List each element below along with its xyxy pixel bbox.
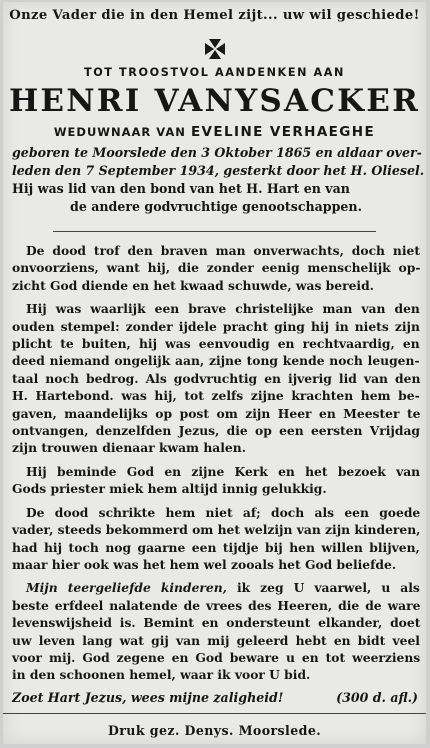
membership-text bbox=[12, 180, 420, 215]
paragraph bbox=[12, 463, 420, 498]
paragraph-line: De dood trof den braven man onverwachts, doch niet bbox=[26, 243, 421, 258]
paragraph-line: De dood schrikte hem niet af; doch als een goede bbox=[26, 504, 421, 520]
closing-line bbox=[12, 690, 418, 705]
printer-credit: Druk gez. Denys. Moorslede. bbox=[107, 723, 322, 738]
widower-prefix: WEDUWNAAR VAN bbox=[53, 125, 186, 139]
membership-line: de andere godvruchtige genootschappen. bbox=[70, 198, 362, 214]
paragraph-line: in den schoonen hemel, waar ik voor U bid. bbox=[12, 667, 311, 683]
paragraph-line: plicht te buiten, hij was eenvoudig en rechtvaardig, en bbox=[12, 336, 420, 352]
paragraph-line: zicht God diende en het kwaad schuwde, was bereid. bbox=[12, 277, 374, 293]
paragraph-line: ontvangen, denzelfden Jezus, die op een eersten Vrijdag bbox=[12, 423, 421, 439]
paragraph-line: maar hier ook was het hem wel zooals het God beliefde. bbox=[12, 556, 397, 572]
memorial-card bbox=[3, 2, 426, 744]
paragraph-line: beste erfdeel nalatende de vrees des Heeren, die de ware bbox=[12, 597, 421, 613]
indulgence-note: (300 d. afl.) bbox=[336, 690, 418, 705]
paragraph-line: Gods priester miek hem altijd innig gelukkig. bbox=[12, 481, 327, 497]
paragraph bbox=[12, 242, 420, 294]
widower-line bbox=[3, 124, 426, 140]
maltese-cross-icon bbox=[203, 37, 227, 61]
paragraph bbox=[12, 504, 420, 574]
deceased-name: HENRI VANYSACKER bbox=[8, 83, 421, 119]
paragraph-line: levenswijsheid is. Bemint en ondersteunt elkander, doet bbox=[12, 615, 421, 631]
header-prayer-line: Onze Vader die in den Hemel zijt... uw wil geschiede! bbox=[9, 8, 420, 23]
membership-line: Hij was lid van den bond van het H. Hart en van bbox=[12, 181, 350, 196]
bottom-divider bbox=[3, 713, 426, 714]
memorial-heading: TOT TROOSTVOL AANDENKEN AAN bbox=[83, 66, 346, 79]
paragraph-line bbox=[12, 579, 420, 596]
birth-death-text bbox=[12, 144, 425, 179]
paragraph-line: gaven, maandelijks op post om zijn Heer en Meester te bbox=[12, 405, 421, 421]
paragraph-line: had hij toch nog gaarne een tijdje bij hen willen blijven, bbox=[12, 539, 420, 555]
paragraph-line: taal noch bedrog. Als godvruchtig en ijverig lid van den bbox=[12, 370, 421, 386]
paragraph-line: H. Hartebond. was hij, tot zelfs zijne krachten hem be- bbox=[12, 388, 420, 404]
paragraph-line: zijn trouwen dienaar kwam halen. bbox=[12, 440, 246, 456]
paragraph bbox=[12, 300, 420, 457]
obituary-body bbox=[12, 242, 420, 690]
paragraph-line: uw leven lang wat gij van mij geleerd hebt en bidt veel bbox=[12, 632, 420, 648]
paragraph-line: vader, steeds bekommerd om het welzijn van zijn kinderen, bbox=[12, 522, 421, 538]
children-address: Mijn teergeliefde kinderen, bbox=[26, 580, 227, 596]
paragraph-line: Hij was waarlijk een brave christelijke man van den bbox=[26, 301, 420, 317]
paragraph-line: voor mij. God zegene en God beware u en tot weerziens bbox=[12, 649, 421, 665]
paragraph-line-rest: ik zeg U vaarwel, u als bbox=[226, 580, 420, 596]
birth-death-line: geboren te Moorslede den 3 Oktober 1865 en aldaar over- bbox=[12, 145, 422, 160]
birth-death-line: leden den 7 September 1934, gesterkt door het H. Oliesel. bbox=[12, 162, 425, 178]
closing-prayer: Zoet Hart Jezus, wees mijne zaligheid! bbox=[12, 690, 284, 705]
widower-spouse-name: EVELINE VERHAEGHE bbox=[190, 124, 376, 140]
paragraph-line: deed niemand ongelijk aan, zijne tong kende noch leugen- bbox=[12, 353, 420, 369]
paragraph-line: onvoorziens, want hij, die zonder eenig menschelijk op- bbox=[12, 260, 421, 276]
paragraph bbox=[12, 579, 420, 683]
paragraph-line: ouden stempel: zonder ijdele pracht ging hij in niets zijn bbox=[12, 318, 420, 334]
top-divider bbox=[53, 231, 376, 232]
paragraph-line: Hij beminde God en zijne Kerk en het bezoek van bbox=[26, 463, 421, 479]
